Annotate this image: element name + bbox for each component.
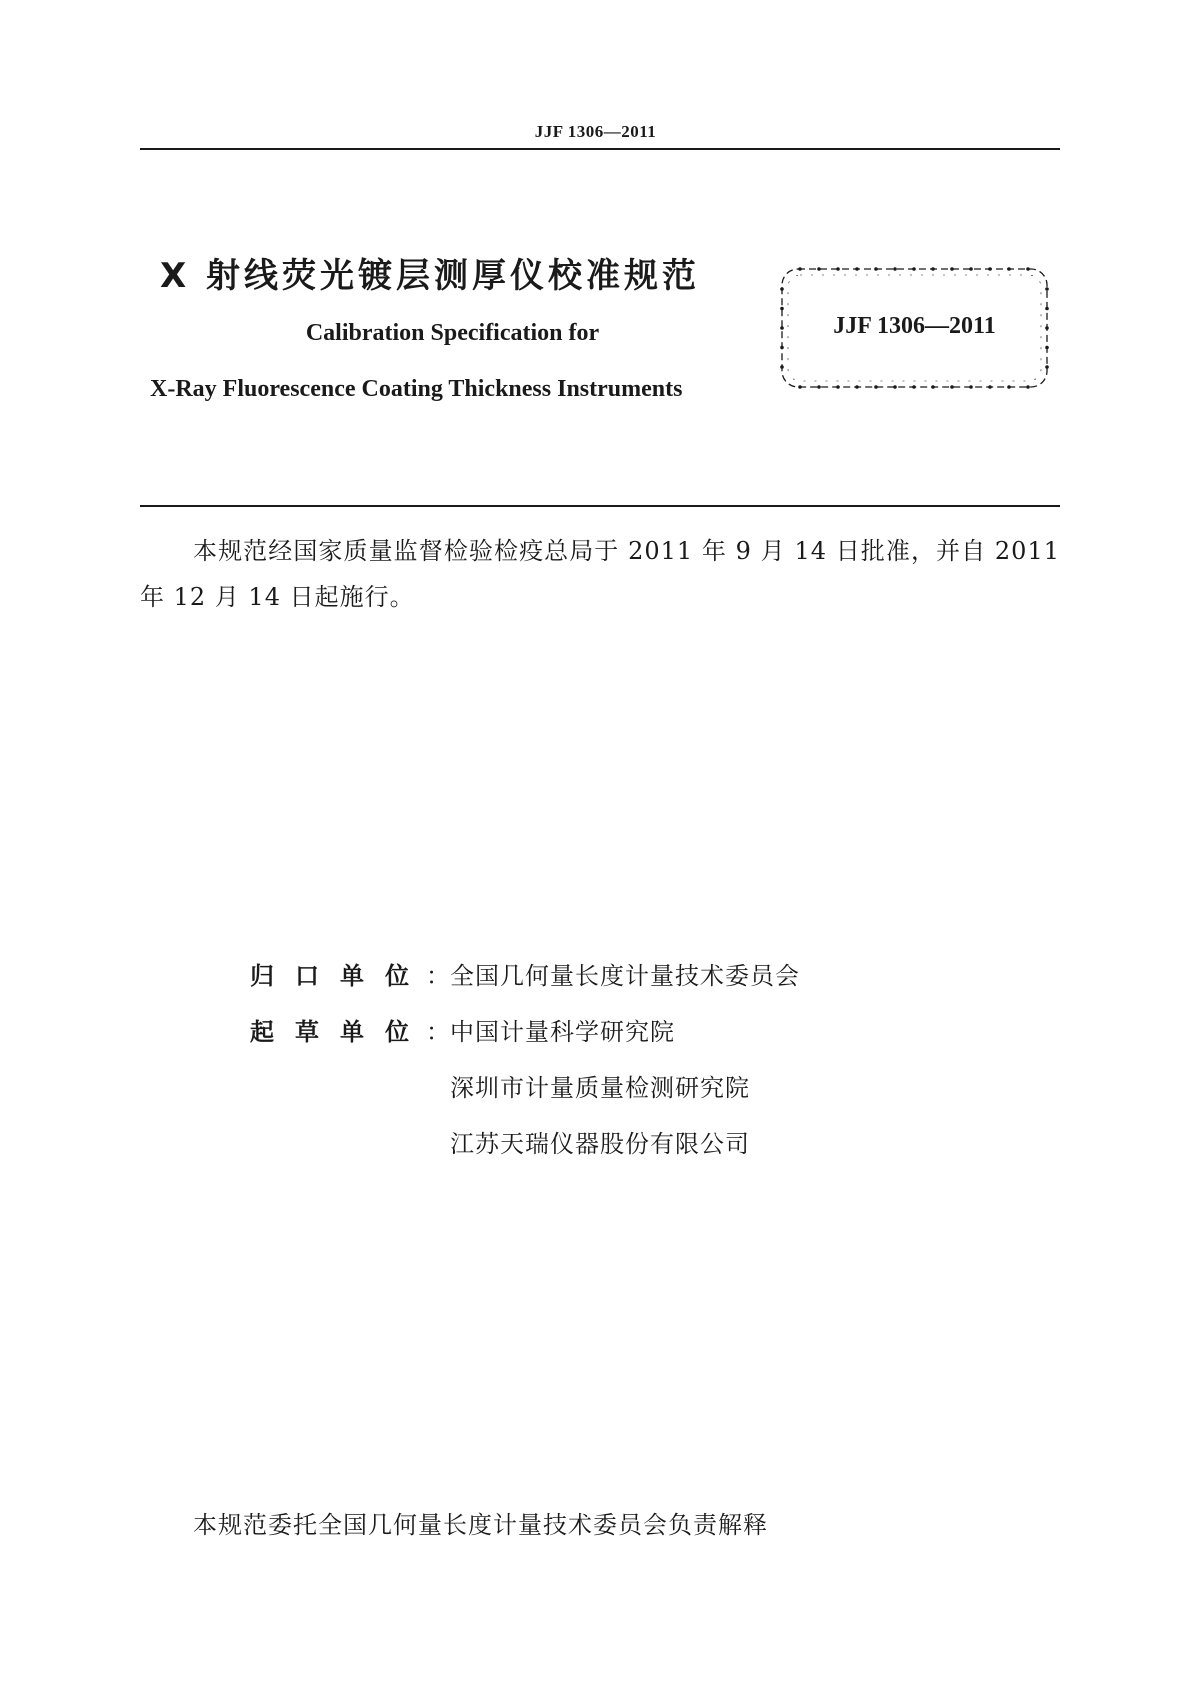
border-dot bbox=[1045, 365, 1049, 369]
border-dot bbox=[931, 385, 935, 389]
section-rule bbox=[140, 505, 1060, 507]
border-dot bbox=[912, 385, 916, 389]
drafting-unit-value: 深圳市计量质量检测研究院 bbox=[450, 1074, 750, 1102]
interpretation-note: 本规范委托全国几何量长度计量技术委员会负责解释 bbox=[193, 1511, 768, 1539]
drafting-unit-label: 起草单位 bbox=[250, 1018, 430, 1046]
border-dot bbox=[855, 385, 859, 389]
border-dot bbox=[817, 267, 821, 271]
border-dot bbox=[780, 287, 784, 291]
border-dot bbox=[931, 267, 935, 271]
border-dot bbox=[1045, 346, 1049, 350]
border-dot bbox=[836, 267, 840, 271]
border-dot bbox=[1007, 267, 1011, 271]
border-dot bbox=[950, 267, 954, 271]
title-chinese: X 射线荧光镀层测厚仪校准规范 bbox=[160, 256, 701, 296]
border-dot bbox=[798, 267, 802, 271]
border-dot bbox=[780, 365, 784, 369]
drafting-unit-row bbox=[250, 1116, 800, 1172]
border-dot bbox=[893, 267, 897, 271]
border-dot bbox=[1026, 267, 1030, 271]
border-dot bbox=[855, 267, 859, 271]
responsible-unit-label: 归口单位 bbox=[250, 962, 430, 990]
border-dot bbox=[798, 385, 802, 389]
border-dot bbox=[950, 385, 954, 389]
border-dot bbox=[817, 385, 821, 389]
border-dot bbox=[1007, 385, 1011, 389]
code-box bbox=[776, 263, 1053, 393]
border-dot bbox=[874, 385, 878, 389]
border-dot bbox=[1026, 385, 1030, 389]
border-dot bbox=[988, 385, 992, 389]
border-dot bbox=[1045, 287, 1049, 291]
border-dot bbox=[1045, 307, 1049, 311]
drafting-unit-value: 江苏天瑞仪器股份有限公司 bbox=[450, 1130, 750, 1158]
code-box-text: JJF 1306—2011 bbox=[833, 313, 996, 339]
border-dot bbox=[893, 385, 897, 389]
border-dot bbox=[780, 307, 784, 311]
title-english-line1: Calibration Specification for bbox=[305, 320, 600, 346]
border-dot bbox=[969, 267, 973, 271]
header-rule bbox=[140, 148, 1060, 150]
border-dot bbox=[874, 267, 878, 271]
responsible-unit-row: 归口单位：全国几何量长度计量技术委员会 bbox=[250, 948, 800, 1004]
units-block bbox=[250, 948, 800, 1172]
border-dot bbox=[969, 385, 973, 389]
drafting-unit-value: 中国计量科学研究院 bbox=[450, 1018, 675, 1046]
border-dot bbox=[988, 267, 992, 271]
approval-statement: 本规范经国家质量监督检验检疫总局于 2011 年 9 月 14 日批准，并自 2011 年 12 月 14 日起施行。 bbox=[140, 537, 1060, 611]
header-document-code: JJF 1306—2011 bbox=[534, 122, 657, 141]
drafting-unit-row bbox=[250, 1060, 800, 1116]
border-dot bbox=[912, 267, 916, 271]
border-dot bbox=[836, 385, 840, 389]
responsible-unit-value: 全国几何量长度计量技术委员会 bbox=[450, 962, 800, 990]
border-dot bbox=[780, 346, 784, 350]
drafting-unit-row: 起草单位：中国计量科学研究院 bbox=[250, 1004, 800, 1060]
title-english-line2: X-Ray Fluorescence Coating Thickness Instruments bbox=[150, 376, 683, 402]
